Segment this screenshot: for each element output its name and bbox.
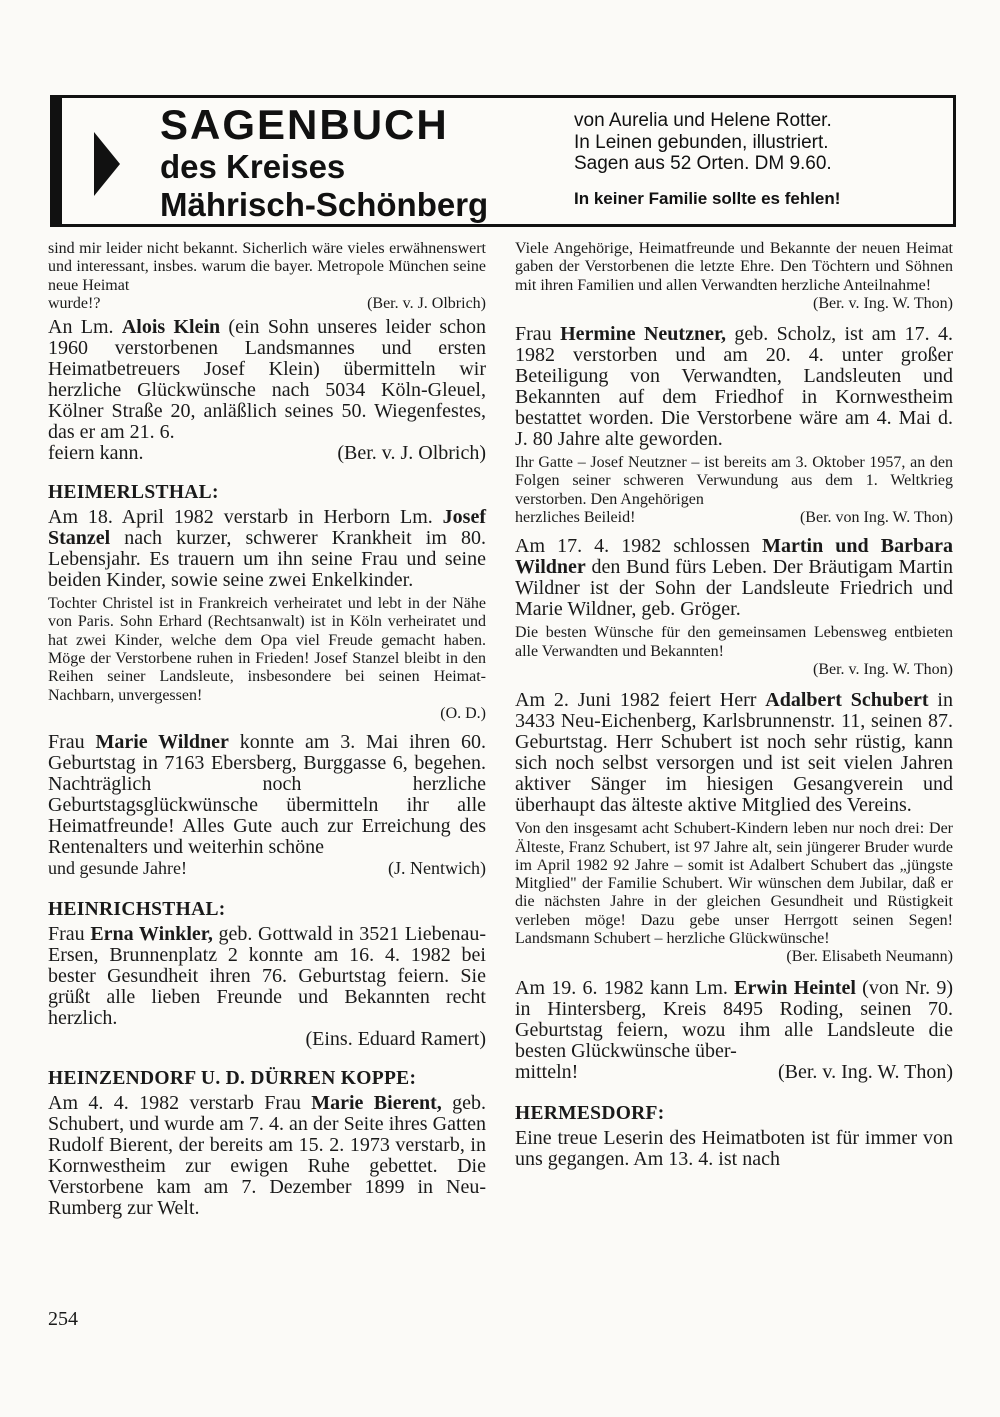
ad-detail-binding: In Leinen gebunden, illustriert. [574, 131, 829, 153]
person-name: Josef Stanzel [48, 506, 486, 550]
paragraph-end: herzliches Beileid! [515, 509, 636, 527]
ad-title: SAGENBUCH [160, 101, 449, 148]
article-paragraph: An Lm. Alois Klein (ein Sohn unseres leider schon 1960 verstorbenen Landsmannes und ersten Heimatbetreuers Josef Klein) übermitteln wir herzliche Glückwünsche nach 5034 Köln-Gleuel, Kölner Straße 20, anläßlich seines 50. Wiegenfestes, das er am 21. 6. [48, 316, 486, 444]
article-paragraph: Viele Angehörige, Heimatfreunde und Bekannte der neuen Heimat gaben der Verstorbenen die letzte Ehre. Den Töchtern und Söhnen mit ihren Familien und allen Verwandten herzliche Anteilnahme! [515, 240, 953, 294]
article-paragraph: Am 2. Juni 1982 feiert Herr Adalbert Schubert in 3433 Neu-Eichenberg, Karlsbrunnenstr. 11, seinen 87. Geburtstag. Herr Schubert ist noch sehr rüstig, kann sich noch selbst versorgen und ist seit vielen Jahren aktiver Sänger im hiesigen Gesangverein und überhaupt das älteste aktive Mitglied des Vereins. [515, 689, 953, 817]
person-name: Adalbert Schubert [765, 689, 929, 712]
signature-row [48, 858, 486, 879]
article-paragraph: Am 19. 6. 1982 kann Lm. Erwin Heintel (von Nr. 9) in Hintersberg, Kreis 8495 Roding, seinen 70. Geburtstag feiern, wozu ihm alle Landsleute die besten Glückwünsche über- [515, 976, 953, 1062]
person-name: Marie Wildner [95, 731, 229, 754]
article-paragraph: Tochter Christel ist in Frankreich verheiratet und lebt in der Nähe von Paris. Sohn Erhard (Rechtsanwalt) ist in Köln verheiratet und hat zwei Kinder, welche dem Opa viel Freude gemacht haben. Möge der Verstorbene ruhen in Frieden! Josef Stanzel bleibt in den Reihen seiner Landsleute, insbesondere bei seinen Heimat-Nachbarn, unvergessen! [48, 595, 486, 704]
section-heading: HEINZENDORF U. D. DÜRREN KOPPE: [48, 1068, 417, 1090]
signature-row [515, 1062, 953, 1083]
ad-detail-authors: von Aurelia und Helene Rotter. [574, 110, 832, 131]
article-paragraph: Eine treue Leserin des Heimatboten ist für immer von uns gegangen. Am 13. 4. ist nach [515, 1126, 953, 1170]
article-paragraph: Die besten Wünsche für den gemeinsamen Lebensweg entbieten alle Verwandten und Bekannten! [515, 624, 953, 660]
section-heading: HEIMERLSTHAL: [48, 482, 219, 504]
arrow-right-icon [94, 132, 120, 196]
article-paragraph: sind mir leider nicht bekannt. Sicherlich wäre vieles erwähnenswert und interessant, insbes. warum die bayer. Metropole München seine neue Heimat [48, 240, 486, 294]
author-credit: (Ber. v. J. Olbrich) [367, 294, 486, 312]
article-paragraph: Am 4. 4. 1982 verstarb Frau Marie Bierent, geb. Schubert, und wurde am 7. 4. an der Seite ihres Gatten Rudolf Bierent, der bereits am 15. 2. 1973 verstarb, in Kornwestheim zur ewigen Ruhe gebettet. Die Verstorbene kam am 7. Dezember 1899 in Neu-Rumberg zur Welt. [48, 1092, 486, 1220]
signature-row [515, 509, 953, 527]
section-heading: HEINRICHSTHAL: [48, 899, 226, 921]
page-number: 254 [48, 1308, 78, 1330]
author-credit: (Ber. v. J. Olbrich) [337, 442, 486, 465]
ad-subtitle-2: Mährisch-Schönberg [160, 186, 489, 223]
article-paragraph: Frau Marie Wildner konnte am 3. Mai ihren 60. Geburtstag in 7163 Ebersberg, Burggasse 6, begehen. Nachträglich noch herzliche Geburtstagsglückwünsche übermitteln ihr alle Heimatfreunde! Alles Gute auch zur Erreichung des Rentenalters und weiterhin schöne [48, 731, 486, 859]
author-credit: (J. Nentwich) [388, 858, 486, 879]
author-credit: (Eins. Eduard Ramert) [305, 1028, 486, 1051]
person-name: Alois Klein [121, 316, 221, 339]
signature-row [48, 443, 486, 464]
article-paragraph: Am 17. 4. 1982 schlossen Martin und Barbara Wildner den Bund fürs Leben. Der Bräutigam Martin Wildner ist der Sohn der Landsleute Friedrich und Marie Wildner, geb. Gröger. [515, 535, 953, 621]
author-credit: (Ber. v. Ing. W. Thon) [778, 1060, 953, 1083]
person-name: Erwin Heintel [734, 976, 856, 999]
article-paragraph: Von den insgesamt acht Schubert-Kindern leben nur noch drei: Der Älteste, Franz Schubert, ist 97 Jahre alt, sein jüngerer Bruder wurde im April 1982 92 Jahre – somit ist Adalbert Schubert das „jüngste Mitglied" der Familie Schubert. Wir wünschen dem Jubilar, daß er die nächsten Jahre in der gleichen Gesundheit und Rüstigkeit verleben möge! Dazu gebe unser Herrgott seinen Segen! Landsmann Schubert – herzliche Glückwünsche! [515, 820, 953, 948]
person-name: Martin und Barbara Wildner [515, 535, 953, 579]
author-credit: (Ber. v. Ing. W. Thon) [813, 660, 953, 678]
ad-detail-price: Sagen aus 52 Orten. DM 9.60. [574, 153, 832, 174]
ad-details [574, 110, 944, 209]
person-name: Hermine Neutzner, [560, 323, 727, 346]
author-credit: (Ber. v. Ing. W. Thon) [813, 294, 953, 312]
author-credit: (Ber. Elisabeth Neumann) [786, 948, 953, 966]
paragraph-end: feiern kann. [48, 442, 144, 465]
article-paragraph: Ihr Gatte – Josef Neutzner – ist bereits am 3. Oktober 1957, an den Folgen seiner schweren Verwundung aus dem 1. Weltkrieg verstorben. Den Angehörigen [515, 454, 953, 508]
article-paragraph: Frau Erna Winkler, geb. Gottwald in 3521 Liebenau-Ersen, Brunnenplatz 2 konnte am 16. 4. 1982 bei bester Gesundheit ihren 76. Geburtstag feiern. Sie grüßt alle lieben Freunde und Bekannten recht herzlich. [48, 923, 486, 1030]
person-name: Marie Bierent, [311, 1092, 442, 1115]
section-heading: HERMESDORF: [515, 1102, 665, 1124]
left-column [48, 240, 486, 1219]
paragraph-end: mitteln! [515, 1060, 579, 1083]
signature-row [48, 295, 486, 313]
person-name: Erna Winkler, [90, 923, 213, 946]
article-paragraph: Am 18. April 1982 verstarb in Herborn Lm. Josef Stanzel nach kurzer, schwerer Krankheit im 80. Lebensjahr. Es trauern um ihn seine Frau und seine beiden Kinder, sowie seine zwei Enkelkinder. [48, 506, 486, 592]
paragraph-end: und gesunde Jahre! [48, 858, 187, 879]
author-credit: (Ber. von Ing. W. Thon) [799, 509, 953, 527]
author-credit: (O. D.) [440, 704, 486, 722]
ad-title-block [160, 102, 488, 224]
ad-subtitle-1: des Kreises [160, 148, 346, 185]
right-column [515, 240, 953, 1170]
article-paragraph: Frau Hermine Neutzner, geb. Scholz, ist am 17. 4. 1982 verstorben und am 20. 4. unter großer Beteiligung von Verwandten, Landsleuten und Bekannten auf dem Friedhof in Kornwestheim bestattet worden. Die Verstorbene wäre am 4. Mai d. J. 80 Jahre alte geworden. [515, 323, 953, 451]
ad-slogan: In keiner Familie sollte es fehlen! [574, 188, 841, 208]
paragraph-end: wurde!? [48, 294, 101, 312]
sagenbuch-advertisement [50, 95, 956, 227]
